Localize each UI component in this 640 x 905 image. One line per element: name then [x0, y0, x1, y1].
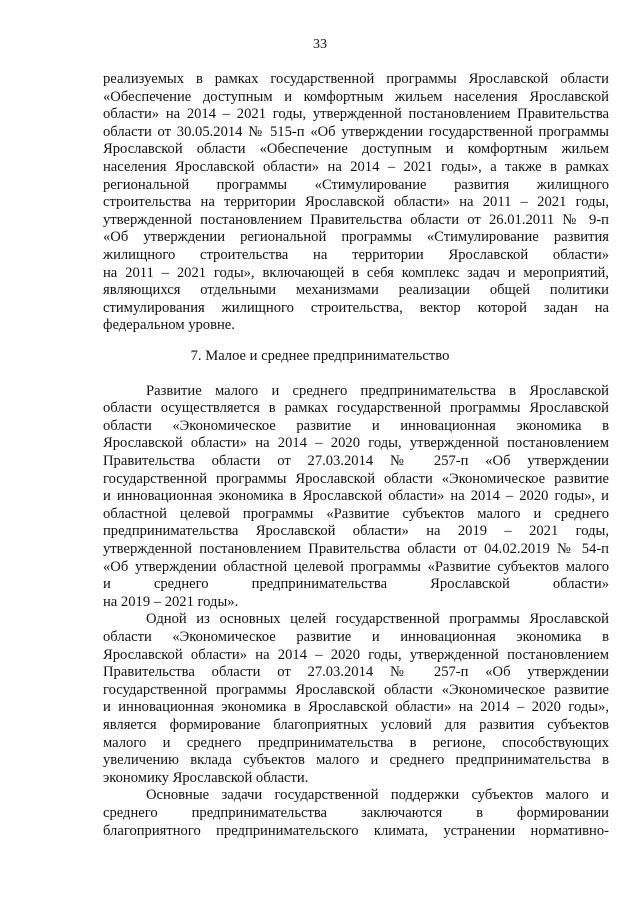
paragraph-line: «Об утверждении областной целевой программы «Развитие субъектов малого — [103, 558, 609, 575]
paragraph-line: благоприятного предпринимательского климата, устранении нормативно- — [103, 822, 609, 839]
intro-line: «Обеспечение доступным и комфортным жильем населения Ярославской — [103, 88, 609, 105]
paragraph-line: Одной из основных целей государственной программы Ярославской — [146, 611, 609, 628]
intro-line: Ярославской области «Обеспечение доступным и комфортным жильем — [103, 141, 609, 158]
intro-line: населения Ярославской области» на 2014 – 2021 годы», а также в рамках — [103, 159, 609, 175]
paragraph-line: Основные задачи государственной поддержки субъектов малого и — [146, 787, 609, 804]
paragraph-line: Ярославской области» на 2014 – 2020 годы, утвержденной постановлением — [103, 646, 609, 663]
intro-line: жилищного строительства на территории Ярославской области» — [103, 247, 609, 263]
paragraph-line: государственной программы Ярославской области «Экономическое развитие — [103, 470, 609, 487]
paragraph-line: предпринимательства Ярославской области» на 2019 – 2021 годы, — [103, 523, 609, 540]
paragraph-line: областной целевой программы «Развитие субъектов малого и среднего — [103, 505, 609, 522]
intro-line: стимулирования жилищного строительства, вектор которой задан на — [103, 299, 609, 316]
intro-line: области» на 2014 – 2021 годы, утвержденной постановлением Правительства — [103, 106, 609, 123]
paragraph-line: является формирование благоприятных условий для развития субъектов — [103, 717, 609, 733]
paragraph-line: экономику Ярославской области. — [103, 769, 309, 786]
paragraph-line: среднего предпринимательства заключаются в формировании — [103, 805, 609, 821]
paragraph-line: государственной программы Ярославской области «Экономическое развитие — [103, 681, 609, 698]
intro-line: строительства на территории Ярославской области» на 2011 – 2021 годы, — [103, 194, 609, 211]
paragraph-line: области «Экономическое развитие и инновационная экономика в — [103, 417, 609, 434]
paragraph-line: увеличению вклада субъектов малого и среднего предпринимательства в — [103, 752, 609, 769]
paragraph-line: и среднего предпринимательства Ярославской области» — [103, 576, 609, 593]
paragraph-line: области осуществляется в рамках государственной программы Ярославской — [103, 400, 609, 417]
paragraph-line: и инновационная экономика в Ярославской области» на 2014 – 2020 годы», — [103, 699, 609, 716]
paragraph-line: Правительства области от 27.03.2014 № 257-п «Об утверждении — [103, 664, 609, 681]
intro-line: области от 30.05.2014 № 515-п «Об утверждении государственной программы — [103, 123, 609, 140]
intro-line: являющихся отдельными механизмами реализации общей политики — [103, 282, 609, 299]
intro-line: федеральном уровне. — [103, 317, 235, 334]
paragraph-line: Ярославской области» на 2014 – 2020 годы, утвержденной постановлением — [103, 435, 609, 452]
page-number: 33 — [313, 37, 327, 52]
paragraph-line: и инновационная экономика в Ярославской области» на 2014 – 2020 годы», и — [103, 488, 609, 505]
intro-line: утвержденной постановлением Правительства области от 26.01.2011 № 9-п — [103, 211, 609, 228]
paragraph-line: малого и среднего предпринимательства в регионе, способствующих — [103, 734, 609, 751]
intro-line: на 2011 – 2021 годы», включающей в себя комплекс задач и мероприятий, — [103, 264, 609, 281]
intro-line: региональной программы «Стимулирование развития жилищного — [103, 176, 609, 193]
paragraph-line: Правительства области от 27.03.2014 № 257-п «Об утверждении — [103, 453, 609, 469]
intro-line: «Об утверждении региональной программы «Стимулирование развития — [103, 229, 609, 246]
section-heading: 7. Малое и среднее предпринимательство — [190, 348, 450, 364]
paragraph-line: области «Экономическое развитие и инновационная экономика в — [103, 629, 609, 645]
intro-line: реализуемых в рамках государственной программы Ярославской области — [103, 71, 609, 87]
paragraph-line: Развитие малого и среднего предпринимательства в Ярославской — [146, 382, 609, 399]
paragraph-line: утвержденной постановлением Правительства области от 04.02.2019 № 54-п — [103, 541, 609, 557]
paragraph-line: на 2019 – 2021 годы». — [103, 593, 239, 610]
